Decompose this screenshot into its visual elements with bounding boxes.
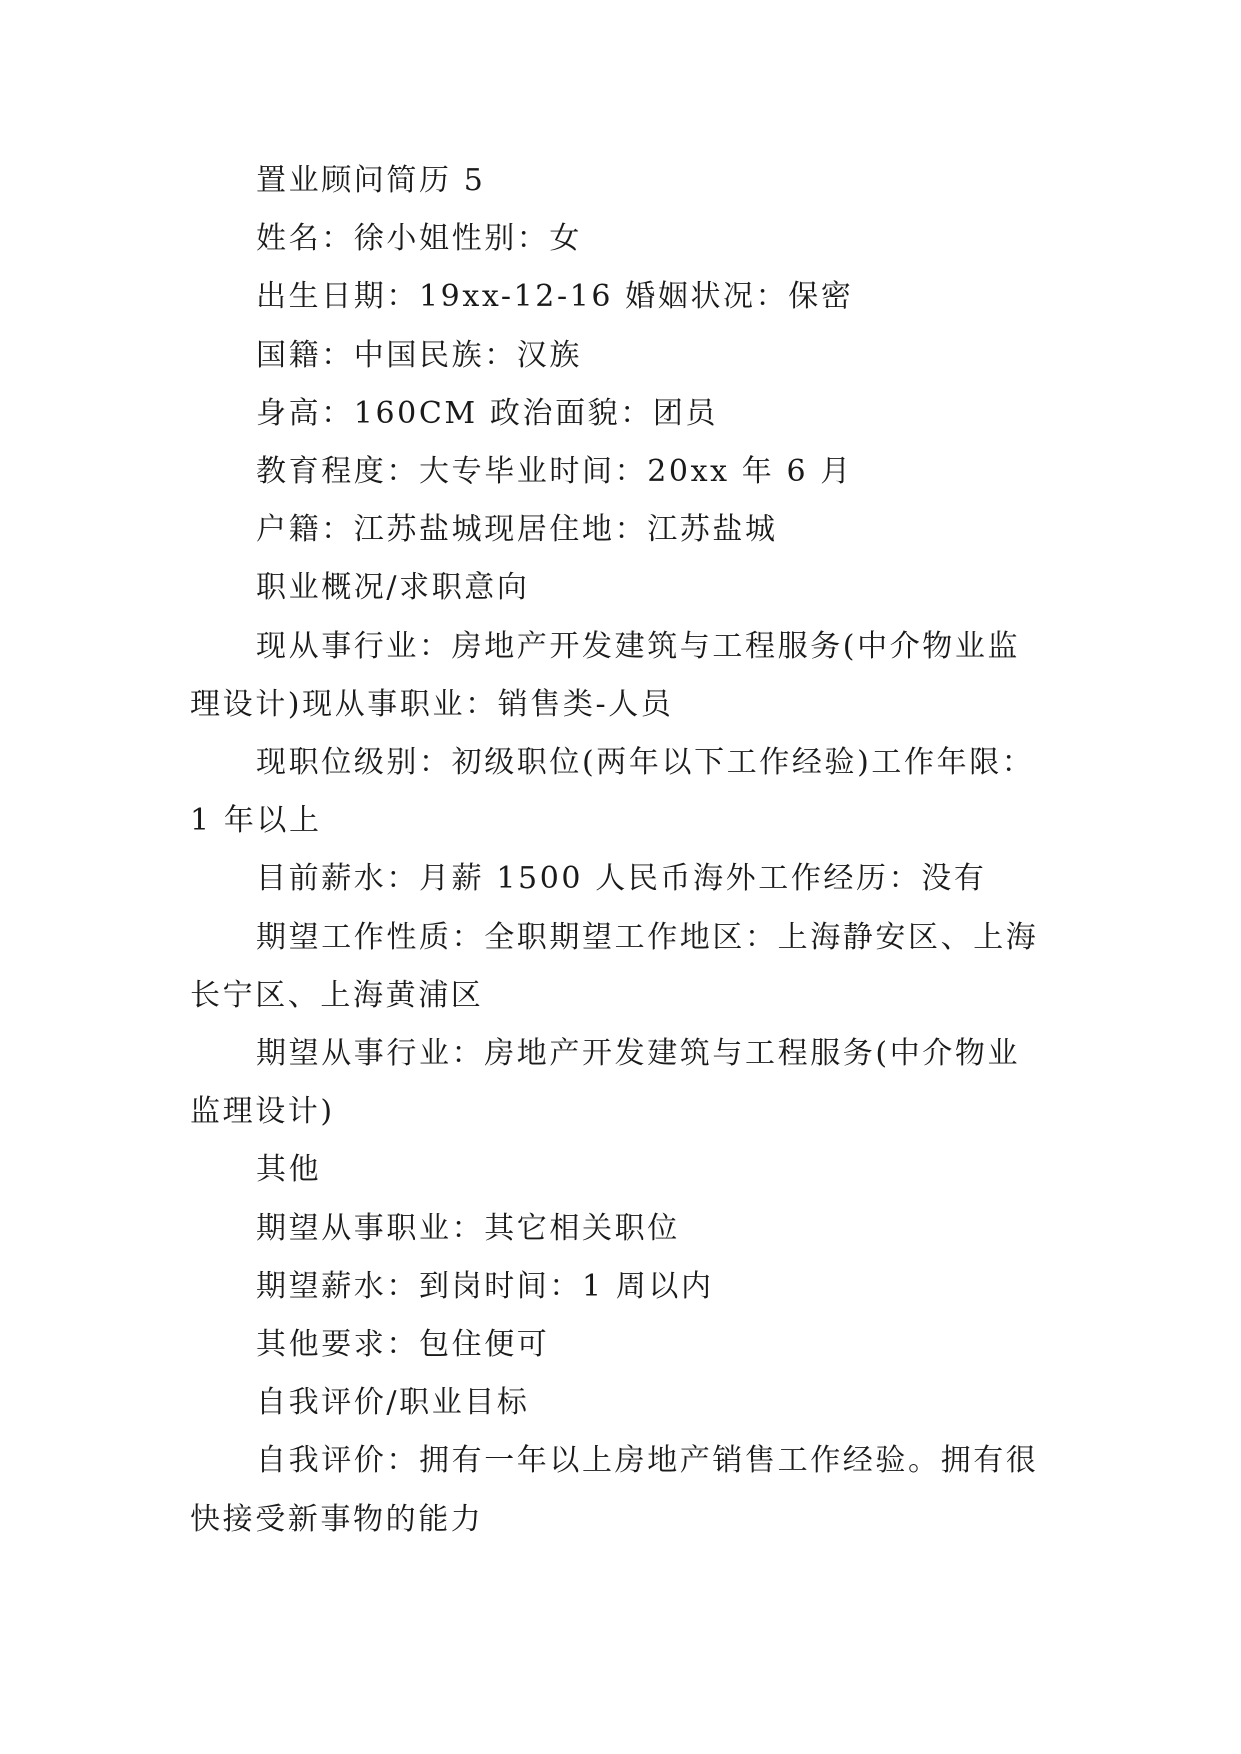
expected-nature-location-line: 期望工作性质：全职期望工作地区：上海静安区、上海 <box>256 919 1039 955</box>
nationality-ethnicity-line: 国籍：中国民族：汉族 <box>256 337 582 373</box>
birth-marital-line: 出生日期：19xx-12-16 婚姻状况：保密 <box>256 279 854 315</box>
height-political-line: 身高：160CM 政治面貌：团员 <box>256 395 719 431</box>
self-evaluation-line-cont: 快接受新事物的能力 <box>190 1501 484 1537</box>
expected-industry-line: 期望从事行业：房地产开发建筑与工程服务(中介物业 <box>256 1036 1021 1072</box>
expected-occupation-line: 期望从事职业：其它相关职位 <box>256 1210 680 1246</box>
self-evaluation-line: 自我评价：拥有一年以上房地产销售工作经验。拥有很 <box>256 1443 1039 1479</box>
section-heading-self-evaluation: 自我评价/职业目标 <box>256 1385 530 1421</box>
expected-salary-line: 期望薪水：到岗时间：1 周以内 <box>256 1268 714 1304</box>
position-level-line: 现职位级别：初级职位(两年以下工作经验)工作年限： <box>256 745 1035 781</box>
document-body <box>190 152 1050 1549</box>
residence-line: 户籍：江苏盐城现居住地：江苏盐城 <box>256 512 778 548</box>
section-heading-career: 职业概况/求职意向 <box>256 570 530 606</box>
current-industry-line-cont: 理设计)现从事职业：销售类-人员 <box>190 686 674 722</box>
salary-overseas-line: 目前薪水：月薪 1500 人民币海外工作经历：没有 <box>256 861 987 897</box>
resume-title: 置业顾问简历 5 <box>256 163 486 198</box>
other-line: 其他 <box>256 1152 322 1188</box>
current-industry-line: 现从事行业：房地产开发建筑与工程服务(中介物业监 <box>256 628 1021 664</box>
position-level-line-cont: 1 年以上 <box>190 803 322 839</box>
expected-industry-line-cont: 监理设计) <box>190 1094 335 1130</box>
name-gender-line: 姓名：徐小姐性别：女 <box>256 221 582 257</box>
expected-nature-location-line-cont: 长宁区、上海黄浦区 <box>190 977 484 1013</box>
education-graduation-line: 教育程度：大专毕业时间：20xx 年 6 月 <box>256 454 853 490</box>
other-requirements-line: 其他要求：包住便可 <box>256 1327 550 1363</box>
